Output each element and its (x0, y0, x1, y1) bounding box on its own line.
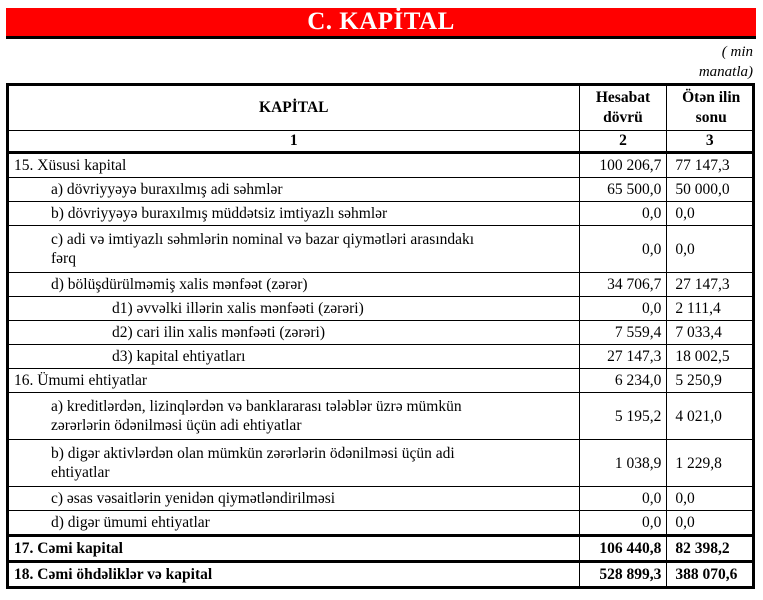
row-value-current: 0,0 (579, 202, 667, 226)
section-title-bar (6, 8, 756, 39)
row-label-line1: a) kreditlərdən, lizinqlərdən və banklararası tələblər üzrə mümkün (51, 398, 462, 415)
row-label: 18. Cəmi öhdəliklər və kapital (8, 562, 580, 588)
column-number-2: 2 (579, 131, 667, 153)
unit-note-line1: ( min (721, 44, 753, 60)
header-reporting-period-line1: Hesabat (595, 89, 651, 106)
row-label-line2: ehtiyatlar (51, 464, 110, 481)
row-value-prior: 18 002,5 (667, 345, 754, 369)
unit-note (663, 42, 753, 82)
unit-note-line2: manatla) (698, 64, 753, 80)
header-reporting-period-line2: dövrü (603, 109, 643, 126)
table-row (8, 226, 754, 273)
table-row (8, 297, 754, 321)
table-row (8, 273, 754, 297)
row-value-current: 7 559,4 (579, 321, 667, 345)
row-label (8, 440, 580, 487)
table-row (8, 202, 754, 226)
row-value-prior: 50 000,0 (667, 178, 754, 202)
row-label: a) dövriyyəyə buraxılmış adi səhmlər (8, 178, 580, 202)
row-value-current: 100 206,7 (579, 153, 667, 178)
header-prior-year-end (667, 85, 754, 131)
table-row (8, 153, 754, 178)
row-value-prior: 5 250,9 (667, 369, 754, 393)
row-value-prior: 1 229,8 (667, 440, 754, 487)
row-value-current: 34 706,7 (579, 273, 667, 297)
column-number-1: 1 (8, 131, 580, 153)
table-row-total-capital (8, 536, 754, 562)
table-row (8, 345, 754, 369)
table-row (8, 321, 754, 345)
header-kapital: KAPİTAL (8, 85, 580, 131)
row-value-current: 65 500,0 (579, 178, 667, 202)
section-title: C. KAPİTAL (307, 8, 455, 35)
table-row (8, 369, 754, 393)
row-value-prior: 388 070,6 (667, 562, 754, 588)
row-label: d3) kapital ehtiyatları (8, 345, 580, 369)
row-label-line2: fərq (51, 250, 76, 267)
row-value-prior: 0,0 (667, 202, 754, 226)
capital-table (6, 83, 755, 589)
row-value-current: 5 195,2 (579, 393, 667, 440)
row-label (8, 226, 580, 273)
row-value-prior: 82 398,2 (667, 536, 754, 562)
row-value-prior: 27 147,3 (667, 273, 754, 297)
column-number-3: 3 (667, 131, 754, 153)
row-value-current: 0,0 (579, 226, 667, 273)
row-label-line1: c) adi və imtiyazlı səhmlərin nominal və bazar qiymətləri arasındakı (51, 231, 475, 248)
row-label: 15. Xüsusi kapital (8, 153, 580, 178)
row-value-current: 1 038,9 (579, 440, 667, 487)
row-label-line2: zərərlərin ödənilməsi üçün adi ehtiyatlar (51, 417, 302, 434)
table-row (8, 487, 754, 511)
table-row (8, 440, 754, 487)
row-label: 17. Cəmi kapital (8, 536, 580, 562)
row-value-prior: 77 147,3 (667, 153, 754, 178)
row-label-line1: b) digər aktivlərdən olan mümkün zərərlərin ödənilməsi üçün adi (51, 445, 455, 462)
table-row (8, 511, 754, 536)
row-label: d) digər ümumi ehtiyatlar (8, 511, 580, 536)
row-value-current: 0,0 (579, 511, 667, 536)
row-label (8, 393, 580, 440)
row-value-prior: 2 111,4 (667, 297, 754, 321)
row-value-prior: 0,0 (667, 226, 754, 273)
table-row (8, 393, 754, 440)
header-prior-year-end-line2: sonu (695, 109, 727, 126)
table-row (8, 178, 754, 202)
row-value-prior: 4 021,0 (667, 393, 754, 440)
row-label: 16. Ümumi ehtiyatlar (8, 369, 580, 393)
table-header-row (8, 85, 754, 131)
row-value-current: 27 147,3 (579, 345, 667, 369)
row-label: b) dövriyyəyə buraxılmış müddətsiz imtiyazlı səhmlər (8, 202, 580, 226)
header-prior-year-end-line1: Ötən ilin (682, 89, 741, 106)
row-value-current: 0,0 (579, 487, 667, 511)
row-label: c) əsas vəsaitlərin yenidən qiymətləndirilməsi (8, 487, 580, 511)
column-number-row (8, 131, 754, 153)
row-value-current: 6 234,0 (579, 369, 667, 393)
row-value-prior: 0,0 (667, 487, 754, 511)
row-label: d1) əvvəlki illərin xalis mənfəəti (zərəri) (8, 297, 580, 321)
row-value-prior: 7 033,4 (667, 321, 754, 345)
row-value-current: 0,0 (579, 297, 667, 321)
header-reporting-period (579, 85, 667, 131)
row-value-current: 106 440,8 (579, 536, 667, 562)
row-label: d) bölüşdürülməmiş xalis mənfəət (zərər) (8, 273, 580, 297)
row-label: d2) cari ilin xalis mənfəəti (zərəri) (8, 321, 580, 345)
table-row-total-liabilities-capital (8, 562, 754, 588)
row-value-prior: 0,0 (667, 511, 754, 536)
row-value-current: 528 899,3 (579, 562, 667, 588)
